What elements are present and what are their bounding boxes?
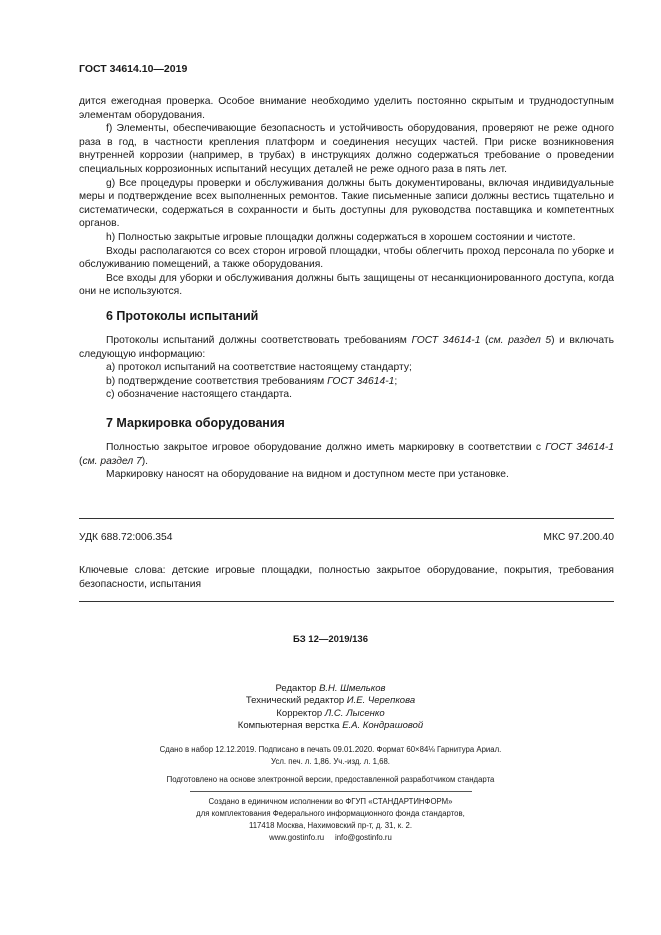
section-6-lead: Протоколы испытаний должны соответствовать требованиям ГОСТ 34614-1 (см. раздел 5) и включать следующую информацию: — [79, 335, 614, 360]
section-7-text — [79, 441, 614, 482]
publisher-contacts: www.gostinfo.ru info@gostinfo.ru — [269, 833, 392, 842]
section-6-text — [79, 334, 614, 402]
section-reference: см. раздел 5 — [488, 335, 552, 346]
publisher-line: Создано в единичном исполнении во ФГУП «СТАНДАРТИНФОРМ» — [208, 797, 453, 806]
bz-number: БЗ 12—2019/136 — [293, 634, 368, 645]
publisher-address: 117418 Москва, Нахимовский пр-т, д. 31, к. 2. — [248, 821, 413, 830]
prepared-note: Подготовлено на основе электронной версии, предоставленной разработчиком стандарта — [166, 775, 495, 784]
paragraph-entrances-protection: Все входы для уборки и обслуживания должны быть защищены от несанкционированного доступа, когда они не используются. — [79, 272, 614, 298]
credit-editor: Редактор В.Н. Шмельков — [275, 683, 386, 694]
credit-proofreader: Корректор Л.С. Лысенко — [276, 707, 385, 719]
paragraph-g: g) Все процедуры проверки и обслуживания должны быть документированы, включая индивидуальные меры и подтверждение всех выполненных ремонтов. Такие письменные записи должны вестись тщательно и систематически, содержаться в сохранности и быть доступны для руководства поставщика и компетентных органов. — [79, 177, 614, 230]
standard-reference: ГОСТ 34614-1 — [411, 335, 481, 346]
list-item-a: a) протокол испытаний на соответствие настоящему стандарту; — [106, 362, 412, 374]
list-item-b: b) подтверждение соответствия требованиям ГОСТ 34614-1; — [106, 375, 398, 387]
section-6-title: 6 Протоколы испытаний — [106, 309, 259, 323]
divider — [79, 518, 614, 519]
print-details-line: Усл. печ. л. 1,86. Уч.-изд. л. 1,68. — [271, 757, 390, 766]
keywords: Ключевые слова: детские игровые площадки, полностью закрытое оборудование, покрытия, требования безопасности, испытания — [79, 565, 614, 590]
credit-layout: Компьютерная верстка Е.А. Кондрашовой — [237, 720, 424, 732]
paragraph-entrances: Входы располагаются со всех сторон игровой площадки, чтобы облегчить проход персонала по уборке и обслуживанию помещений, а также оборудования. — [79, 245, 614, 271]
section-7-paragraph-2: Маркировку наносят на оборудование на видном и доступном месте при установке. — [106, 469, 509, 481]
print-details — [0, 744, 661, 768]
intro-text — [79, 95, 614, 299]
divider — [79, 601, 614, 602]
print-details-line: Сдано в набор 12.12.2019. Подписано в печать 09.01.2020. Формат 60×84⅛ Гарнитура Ариал. — [159, 745, 502, 754]
publisher-line: для комплектования Федерального информационного фонда стандартов, — [196, 809, 465, 818]
section-7-paragraph-1: Полностью закрытое игровое оборудование должно иметь маркировку в соответствии с ГОСТ 34614-1 (см. раздел 7). — [79, 442, 614, 467]
page-header: ГОСТ 34614.10—2019 — [79, 63, 188, 75]
paragraph: дится ежегодная проверка. Особое внимание необходимо уделить постоянно скрытым и труднодоступным элементам оборудования. — [79, 96, 614, 121]
section-7-title: 7 Маркировка оборудования — [106, 416, 285, 430]
section-reference: см. раздел 7 — [82, 455, 142, 467]
standard-reference: ГОСТ 34614-1 — [545, 442, 614, 453]
divider — [190, 791, 472, 792]
standard-reference: ГОСТ 34614-1 — [327, 375, 395, 387]
list-item-c: c) обозначение настоящего стандарта. — [106, 389, 292, 401]
credits-block — [0, 683, 661, 733]
credit-technical-editor: Технический редактор И.Е. Черепкова — [245, 695, 416, 707]
paragraph-f: f) Элементы, обеспечивающие безопасность и устойчивость оборудования, проверяют не реже одного раза в год, в частности крепления платформ и соединения несущих частей. При риске возникновения внутренней коррозии (например, в трубах) в инструкциях должно содержаться требование о проведении специальных коррозионных испытаний несущих деталей не реже одного раза в пять лет. — [79, 123, 614, 175]
mks-code: МКС 97.200.40 — [543, 532, 614, 543]
udk-code: УДК 688.72:006.354 — [79, 532, 173, 543]
publisher-info — [0, 796, 661, 844]
paragraph-h: h) Полностью закрытые игровые площадки должны содержаться в хорошем состоянии и чистоте. — [106, 231, 576, 243]
